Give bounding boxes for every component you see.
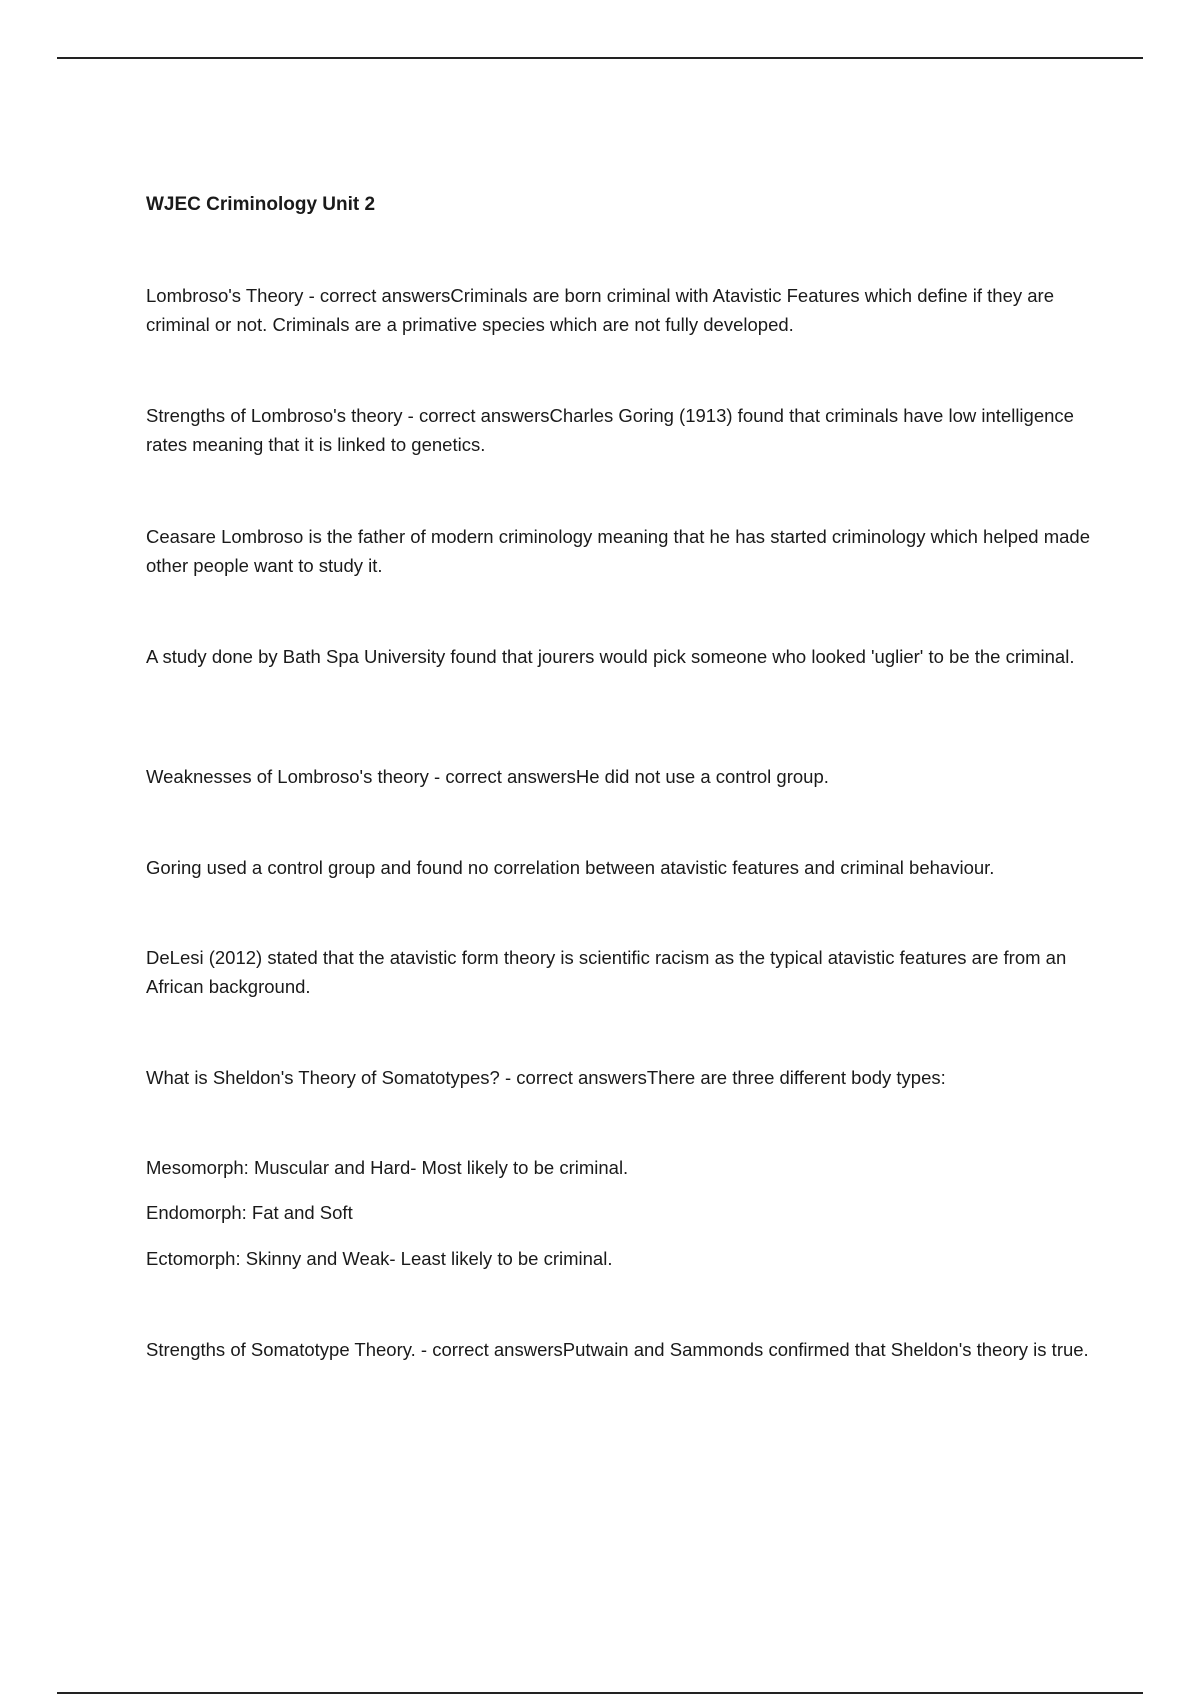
footer-rule (57, 1692, 1143, 1694)
list-item-endomorph: Endomorph: Fat and Soft (146, 1202, 353, 1223)
paragraph-sheldon-theory: What is Sheldon's Theory of Somatotypes? - correct answersThere are three different body types: (146, 1067, 946, 1088)
paragraph-lombroso-strengths: Strengths of Lombroso's theory - correct answersCharles Goring (1913) found that criminals have low intelligence rates meaning that it is linked to genetics. (146, 405, 1074, 455)
paragraph-bath-spa-study: A study done by Bath Spa University found that jourers would pick someone who looked 'uglier' to be the criminal. (146, 646, 1075, 667)
paragraph-lombroso-weaknesses: Weaknesses of Lombroso's theory - correct answersHe did not use a control group. (146, 766, 829, 787)
paragraph-father-of-criminology: Ceasare Lombroso is the father of modern criminology meaning that he has started criminology which helped made other people want to study it. (146, 526, 1090, 576)
paragraph-delesi: DeLesi (2012) stated that the atavistic form theory is scientific racism as the typical atavistic features are from an African background. (146, 947, 1067, 997)
paragraph-somatotype-strengths: Strengths of Somatotype Theory. - correct answersPutwain and Sammonds confirmed that Sheldon's theory is true. (146, 1339, 1089, 1360)
list-item-mesomorph: Mesomorph: Muscular and Hard- Most likely to be criminal. (146, 1157, 629, 1178)
document-title: WJEC Criminology Unit 2 (146, 194, 376, 215)
paragraph-lombroso-theory: Lombroso's Theory - correct answersCriminals are born criminal with Atavistic Features which define if they are criminal or not. Criminals are a primative species which are not fully developed. (146, 285, 1054, 335)
header-rule (57, 57, 1143, 59)
paragraph-goring-control-group: Goring used a control group and found no correlation between atavistic features and criminal behaviour. (146, 857, 995, 878)
list-item-ectomorph: Ectomorph: Skinny and Weak- Least likely to be criminal. (146, 1248, 613, 1269)
